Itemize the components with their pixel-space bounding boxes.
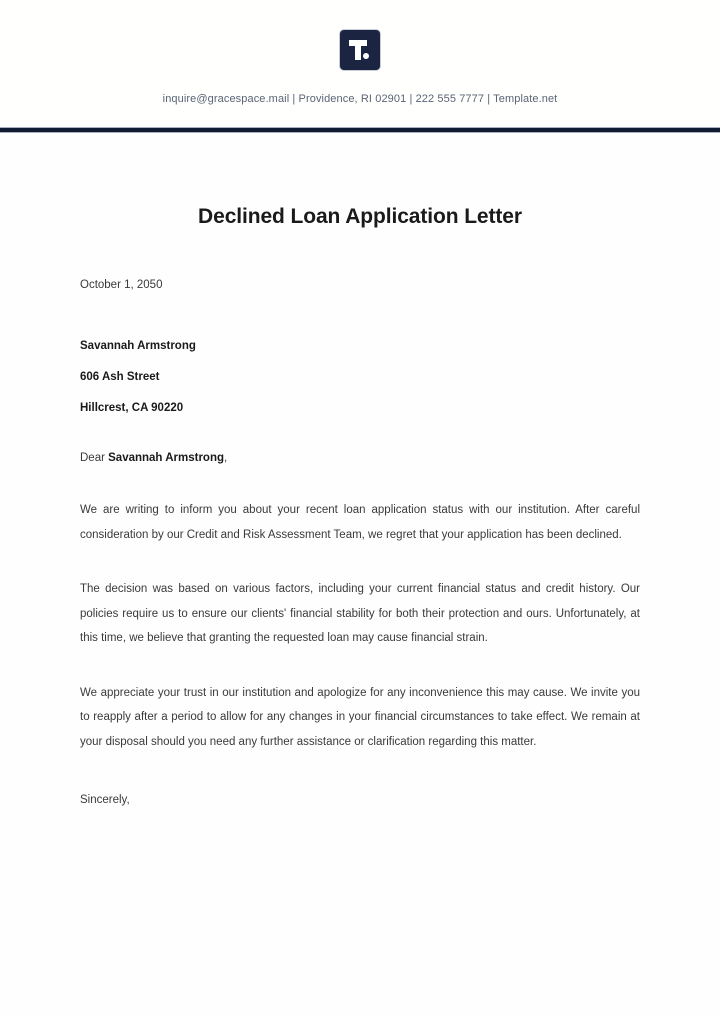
salutation-prefix: Dear xyxy=(80,452,109,464)
salutation xyxy=(80,448,640,468)
header-divider xyxy=(0,127,720,133)
logo-t-stem xyxy=(355,40,361,60)
body-paragraph-2: The decision was based on various factors, including your current financial status and credit history. Our policies require us to ensure our clients' financial stability for both their protection and ours. Unfortunately, at this time, we believe that granting the requested loan may cause financial strain. xyxy=(80,583,640,644)
letter-date: October 1, 2050 xyxy=(80,279,163,291)
salutation-suffix: , xyxy=(224,452,228,464)
closing-line: Sincerely, xyxy=(80,794,130,806)
recipient-street: 606 Ash Street xyxy=(80,371,160,383)
letter-body xyxy=(0,205,720,810)
recipient-name: Savannah Armstrong xyxy=(80,340,196,352)
contact-info-line: inquire@gracespace.mail | Providence, RI 02901 | 222 555 7777 | Template.net xyxy=(162,93,558,105)
recipient-address-block xyxy=(80,331,640,424)
template-t-logo-icon xyxy=(340,30,380,70)
letterhead xyxy=(0,0,720,133)
page-title: Declined Loan Application Letter xyxy=(198,205,522,228)
logo-dot xyxy=(363,53,369,59)
logo-container xyxy=(0,30,720,70)
body-paragraph-1: We are writing to inform you about your recent loan application status with our institution. After careful consideration by our Credit and Risk Assessment Team, we regret that your application has been declined. xyxy=(80,504,640,541)
recipient-city-state-zip: Hillcrest, CA 90220 xyxy=(80,402,184,414)
body-paragraph-3: We appreciate your trust in our institution and apologize for any inconvenience this may cause. We invite you to reapply after a period to allow for any changes in your financial circumstances to take effect. We remain at your disposal should you need any further assistance or clarification regarding this matter. xyxy=(80,686,640,748)
salutation-name: Savannah Armstrong xyxy=(108,452,225,464)
